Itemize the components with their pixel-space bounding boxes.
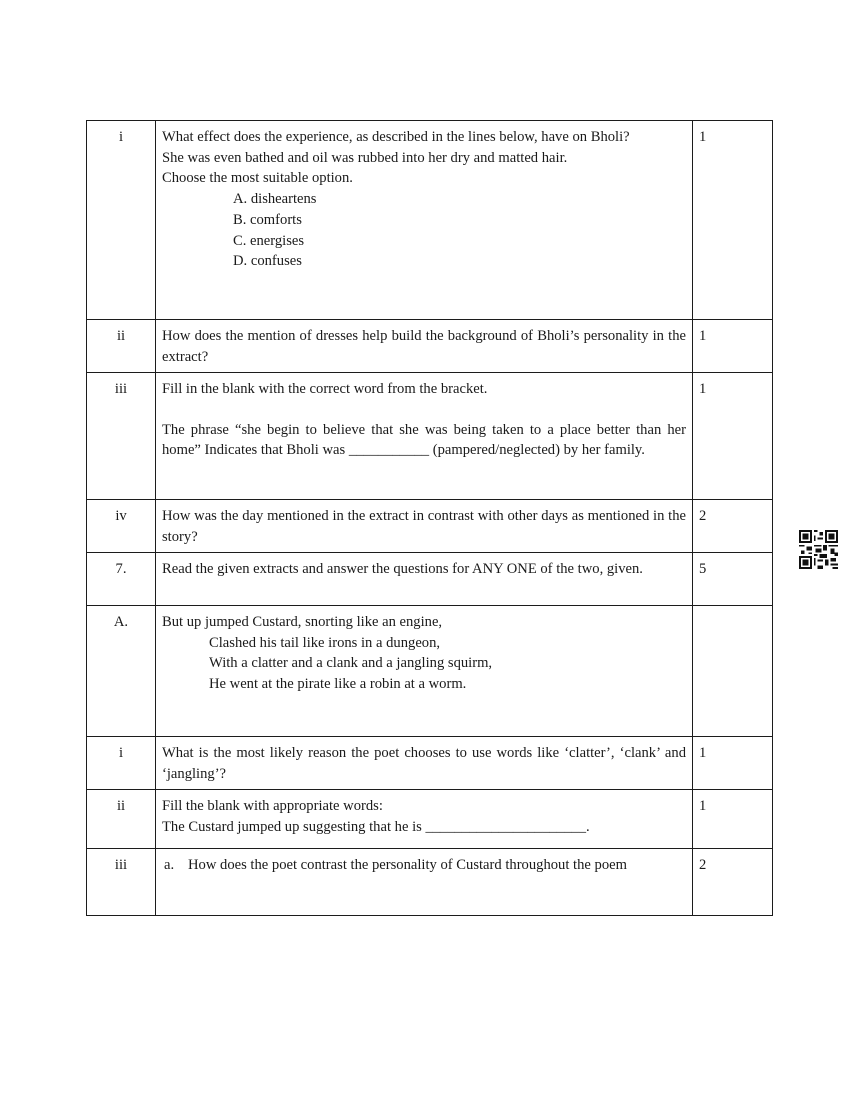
question-number: i [87,737,156,790]
qr-code-icon [799,530,838,569]
table-row [87,790,773,849]
question-text: Read the given extracts and answer the questions for ANY ONE of the two, given. [156,553,693,606]
poem-line: He went at the pirate like a robin at a worm. [209,676,467,693]
quoted-line: She was even bathed and oil was rubbed into her dry and matted hair. [162,149,568,166]
option-d: D. confuses [233,253,302,270]
question-line: What effect does the experience, as described in the lines below, have on Bholi? [162,129,630,145]
marks: 1 [693,737,773,790]
marks [693,606,773,737]
question-number: 7. [87,553,156,606]
table-row [87,737,773,790]
question-number: A. [87,606,156,737]
marks: 2 [693,500,773,553]
marks: 1 [693,320,773,373]
sub-question-text: How does the poet contrast the personality of Custard throughout the poem [188,857,627,873]
question-line: The Custard jumped up suggesting that he is ______________________. [162,818,590,835]
question-text [156,849,693,916]
poem-line: With a clatter and a clank and a jangling squirm, [209,655,493,672]
option-c: C. energises [233,232,305,249]
marks: 5 [693,553,773,606]
option-b: B. comforts [233,211,302,228]
marks: 2 [693,849,773,916]
question-number: iii [87,373,156,500]
question-text: How does the mention of dresses help build the background of Bholi’s personality in the extract? [156,320,693,373]
table-row [87,553,773,606]
table-row [87,606,773,737]
question-text: How was the day mentioned in the extract in contrast with other days as mentioned in the story? [156,500,693,553]
table-row [87,500,773,553]
question-number: iv [87,500,156,553]
options-list [162,189,686,272]
poem-line: Clashed his tail like irons in a dungeon, [209,634,441,651]
question-line: The phrase “she begin to believe that she was being taken to a place better than her home” Indicates that Bholi was ___________ (pampered/neglected) by her family. [162,421,686,459]
table-row [87,121,773,320]
marks: 1 [693,790,773,849]
sub-question-label: a. [164,857,175,873]
marks: 1 [693,373,773,500]
question-number: ii [87,320,156,373]
table-row [87,849,773,916]
instruction-line: Choose the most suitable option. [162,170,353,187]
poem-extract [156,606,693,737]
option-a: A. disheartens [233,191,317,208]
poem-line: But up jumped Custard, snorting like an engine, [162,614,443,630]
question-text [156,373,693,500]
question-number: i [87,121,156,320]
table-row [87,373,773,500]
table-row [87,320,773,373]
instruction-line: Fill in the blank with the correct word from the bracket. [162,381,488,397]
question-text [156,790,693,849]
marks: 1 [693,121,773,320]
instruction-line: Fill the blank with appropriate words: [162,798,383,814]
question-text [156,121,693,320]
question-number: iii [87,849,156,916]
question-table [86,120,773,916]
question-number: ii [87,790,156,849]
question-text: What is the most likely reason the poet chooses to use words like ‘clatter’, ‘clank’ and ‘jangling’? [156,737,693,790]
